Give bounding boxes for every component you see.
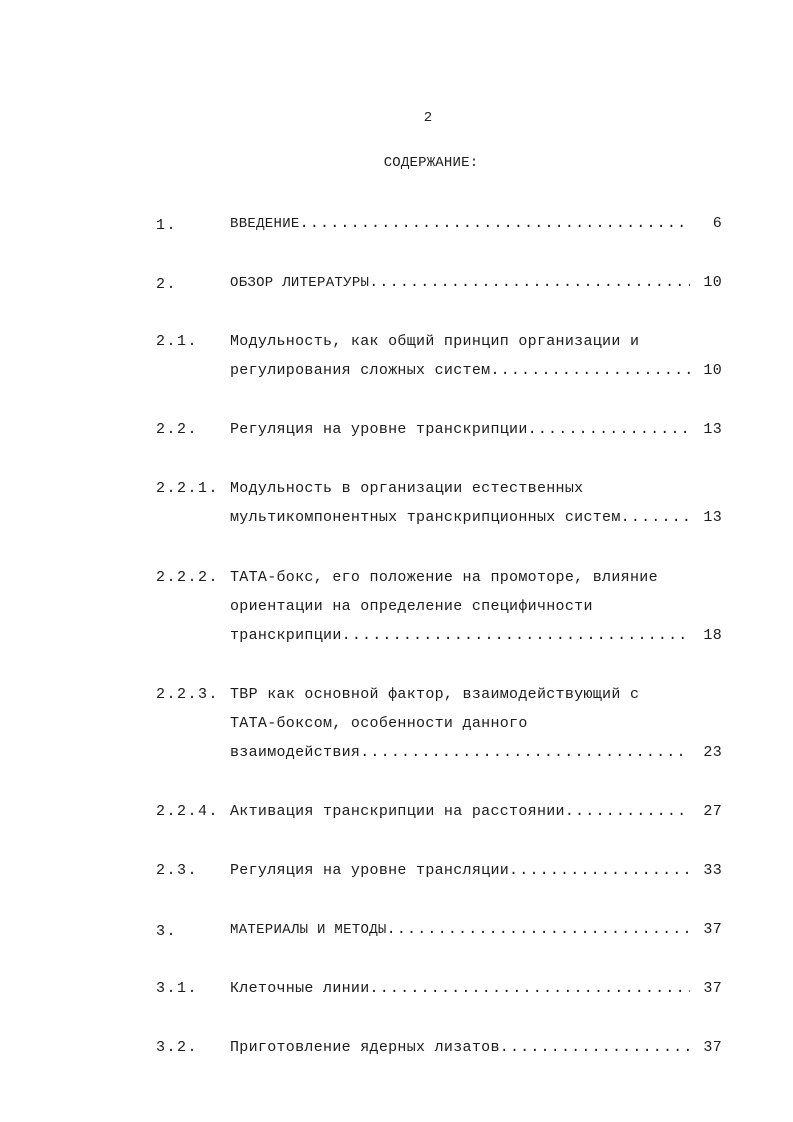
toc-entry-title: Регуляция на уровне трансляции [230,862,510,879]
toc-entry-title-line: регулирования сложных систем [230,362,491,379]
toc-entry-page: 18 [703,627,722,644]
dot-leader [387,921,690,938]
toc-entry-title: МАТЕРИАЛЫ И МЕТОДЫ [230,922,387,938]
toc-entry-title: ОБЗОР ЛИТЕРАТУРЫ [230,275,370,291]
toc-entry-page: 37 [703,1039,722,1056]
page-number: 2 [423,110,433,126]
toc-entry-page: 6 [712,215,722,232]
toc-entry-number: 2.2. [156,421,199,438]
dot-leader [509,862,690,879]
toc-entry-page: 13 [703,509,722,526]
toc-entry-page: 33 [703,862,722,879]
toc-entry-title: ВВЕДЕНИЕ [230,216,300,232]
toc-entry-title-line: ТАТА-боксом, особенности данного [230,715,528,732]
toc-entry-title-line: мультикомпонентных транскрипционных систем [230,509,621,526]
dot-leader [490,362,690,379]
toc-entry-title: Приготовление ядерных лизатов [230,1039,500,1056]
toc-entry-title-line: Модульность, как общий принцип организации и [230,333,640,350]
toc-entry-number: 3. [156,923,178,940]
toc-entry-page: 23 [703,744,722,761]
toc-entry-number: 2.1. [156,333,199,350]
toc-entry-page: 37 [703,980,722,997]
toc-entry-page: 10 [703,274,722,291]
toc-entry-number: 2.2.2. [156,569,220,586]
toc-entry-title: Активация транскрипции на расстоянии [230,803,565,820]
toc-entry-title-line: взаимодействия [230,744,361,761]
dot-leader [528,421,690,438]
toc-entry-number: 3.1. [156,980,199,997]
toc-entry-page: 10 [703,362,722,379]
toc-entry-title-line: ориентации на определение специфичности [230,598,593,615]
toc-entry-title-line: транскрипции [230,627,342,644]
dot-leader [500,1039,690,1056]
toc-entry-page: 37 [703,921,722,938]
toc-entry-page: 13 [703,421,722,438]
toc-title: СОДЕРЖАНИЕ: [383,155,479,171]
toc-entry-title: Регуляция на уровне транскрипции [230,421,528,438]
toc-entry-title-line: ТВР как основной фактор, взаимодействующий с [230,686,640,703]
toc-entry-number: 2.2.1. [156,480,220,497]
toc-entry-page: 27 [703,803,722,820]
toc-entry-number: 1. [156,217,178,234]
toc-entry-number: 2.2.3. [156,686,220,703]
toc-entry-title-line: ТАТА-бокс, его положение на промоторе, влияние [230,569,658,586]
toc-entry-title: Клеточные линии [230,980,370,997]
dot-leader [565,803,690,820]
dot-leader [342,627,690,644]
dot-leader [370,980,690,997]
dot-leader [360,744,690,761]
toc-entry-number: 3.2. [156,1039,199,1056]
toc-entry-number: 2.2.4. [156,803,220,820]
dot-leader [621,509,690,526]
dot-leader [300,215,690,232]
dot-leader [369,274,690,291]
toc-entry-number: 2. [156,276,178,293]
toc-entry-title-line: Модульность в организации естественных [230,480,584,497]
toc-entry-number: 2.3. [156,862,199,879]
